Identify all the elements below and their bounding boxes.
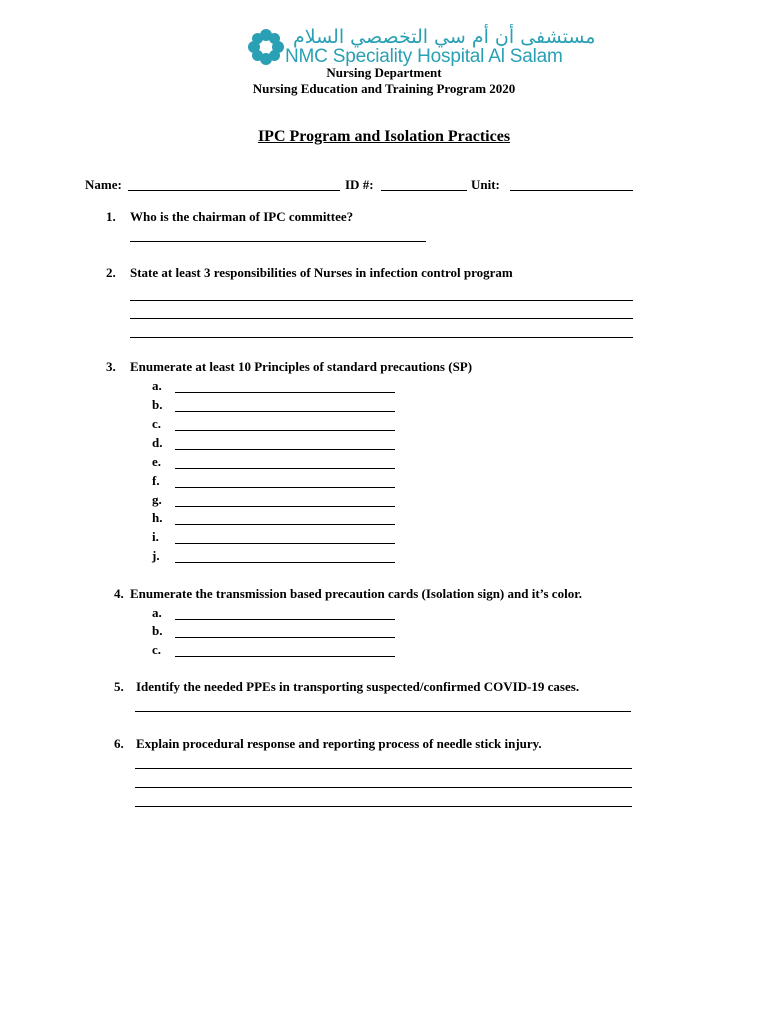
- answer-line[interactable]: [135, 768, 632, 769]
- answer-line[interactable]: [175, 524, 395, 525]
- answer-line[interactable]: [175, 543, 395, 544]
- department-heading: Nursing Department: [326, 65, 442, 80]
- answer-line[interactable]: [135, 806, 632, 807]
- id-blank[interactable]: [381, 190, 467, 191]
- question-text: Explain procedural response and reporting process of needle stick injury.: [136, 736, 542, 751]
- answer-line[interactable]: [175, 411, 395, 412]
- answer-line[interactable]: [175, 619, 395, 620]
- answer-line[interactable]: [130, 300, 633, 301]
- answer-line[interactable]: [135, 787, 632, 788]
- unit-blank[interactable]: [510, 190, 633, 191]
- name-blank[interactable]: [128, 190, 340, 191]
- flower-logo-icon: [247, 28, 285, 66]
- answer-line[interactable]: [175, 449, 395, 450]
- question-text: Enumerate at least 10 Principles of standard precautions (SP): [130, 359, 473, 374]
- answer-line[interactable]: [175, 392, 395, 393]
- list-item-letter: j.: [152, 548, 160, 563]
- name-label: Name:: [85, 177, 122, 192]
- program-heading: Nursing Education and Training Program 2020: [252, 81, 516, 96]
- hospital-logo: [247, 26, 596, 68]
- answer-line[interactable]: [130, 241, 426, 242]
- question-text: Who is the chairman of IPC committee?: [130, 209, 354, 224]
- unit-label: Unit:: [471, 177, 500, 192]
- answer-line[interactable]: [175, 430, 395, 431]
- list-item-letter: i.: [152, 529, 159, 544]
- answer-line[interactable]: [175, 656, 395, 657]
- list-item-letter: g.: [152, 492, 162, 507]
- question-number: 2.: [106, 265, 116, 280]
- logo-english-text: NMC Speciality Hospital Al Salam: [285, 46, 563, 67]
- list-item-letter: c.: [152, 416, 162, 431]
- list-item-letter: d.: [152, 435, 163, 450]
- question-number: 5.: [114, 679, 124, 694]
- answer-line[interactable]: [130, 337, 633, 338]
- list-item-letter: c.: [152, 642, 162, 657]
- list-item-letter: b.: [152, 623, 163, 638]
- question-text: Enumerate the transmission based precaution cards (Isolation sign) and it’s color.: [130, 586, 583, 601]
- question-number: 6.: [114, 736, 124, 751]
- answer-line[interactable]: [130, 318, 633, 319]
- answer-line[interactable]: [175, 468, 395, 469]
- list-item-letter: b.: [152, 397, 163, 412]
- answer-line[interactable]: [175, 562, 395, 563]
- question-text: State at least 3 responsibilities of Nurses in infection control program: [130, 265, 513, 280]
- answer-line[interactable]: [175, 506, 395, 507]
- answer-line[interactable]: [175, 637, 395, 638]
- logo-arabic-text: مستشفى أن أم سي التخصصي السلام: [293, 26, 596, 48]
- question-number: 4.: [114, 586, 124, 601]
- page-title: IPC Program and Isolation Practices: [257, 128, 511, 145]
- answer-line[interactable]: [175, 487, 395, 488]
- list-item-letter: f.: [152, 473, 160, 488]
- question-number: 3.: [106, 359, 116, 374]
- list-item-letter: a.: [152, 605, 162, 620]
- list-item-letter: h.: [152, 510, 163, 525]
- question-text: Identify the needed PPEs in transporting suspected/confirmed COVID-19 cases.: [136, 679, 580, 694]
- id-label: ID #:: [345, 177, 374, 192]
- answer-line[interactable]: [135, 711, 631, 712]
- question-number: 1.: [106, 209, 116, 224]
- list-item-letter: a.: [152, 378, 162, 393]
- list-item-letter: e.: [152, 454, 162, 469]
